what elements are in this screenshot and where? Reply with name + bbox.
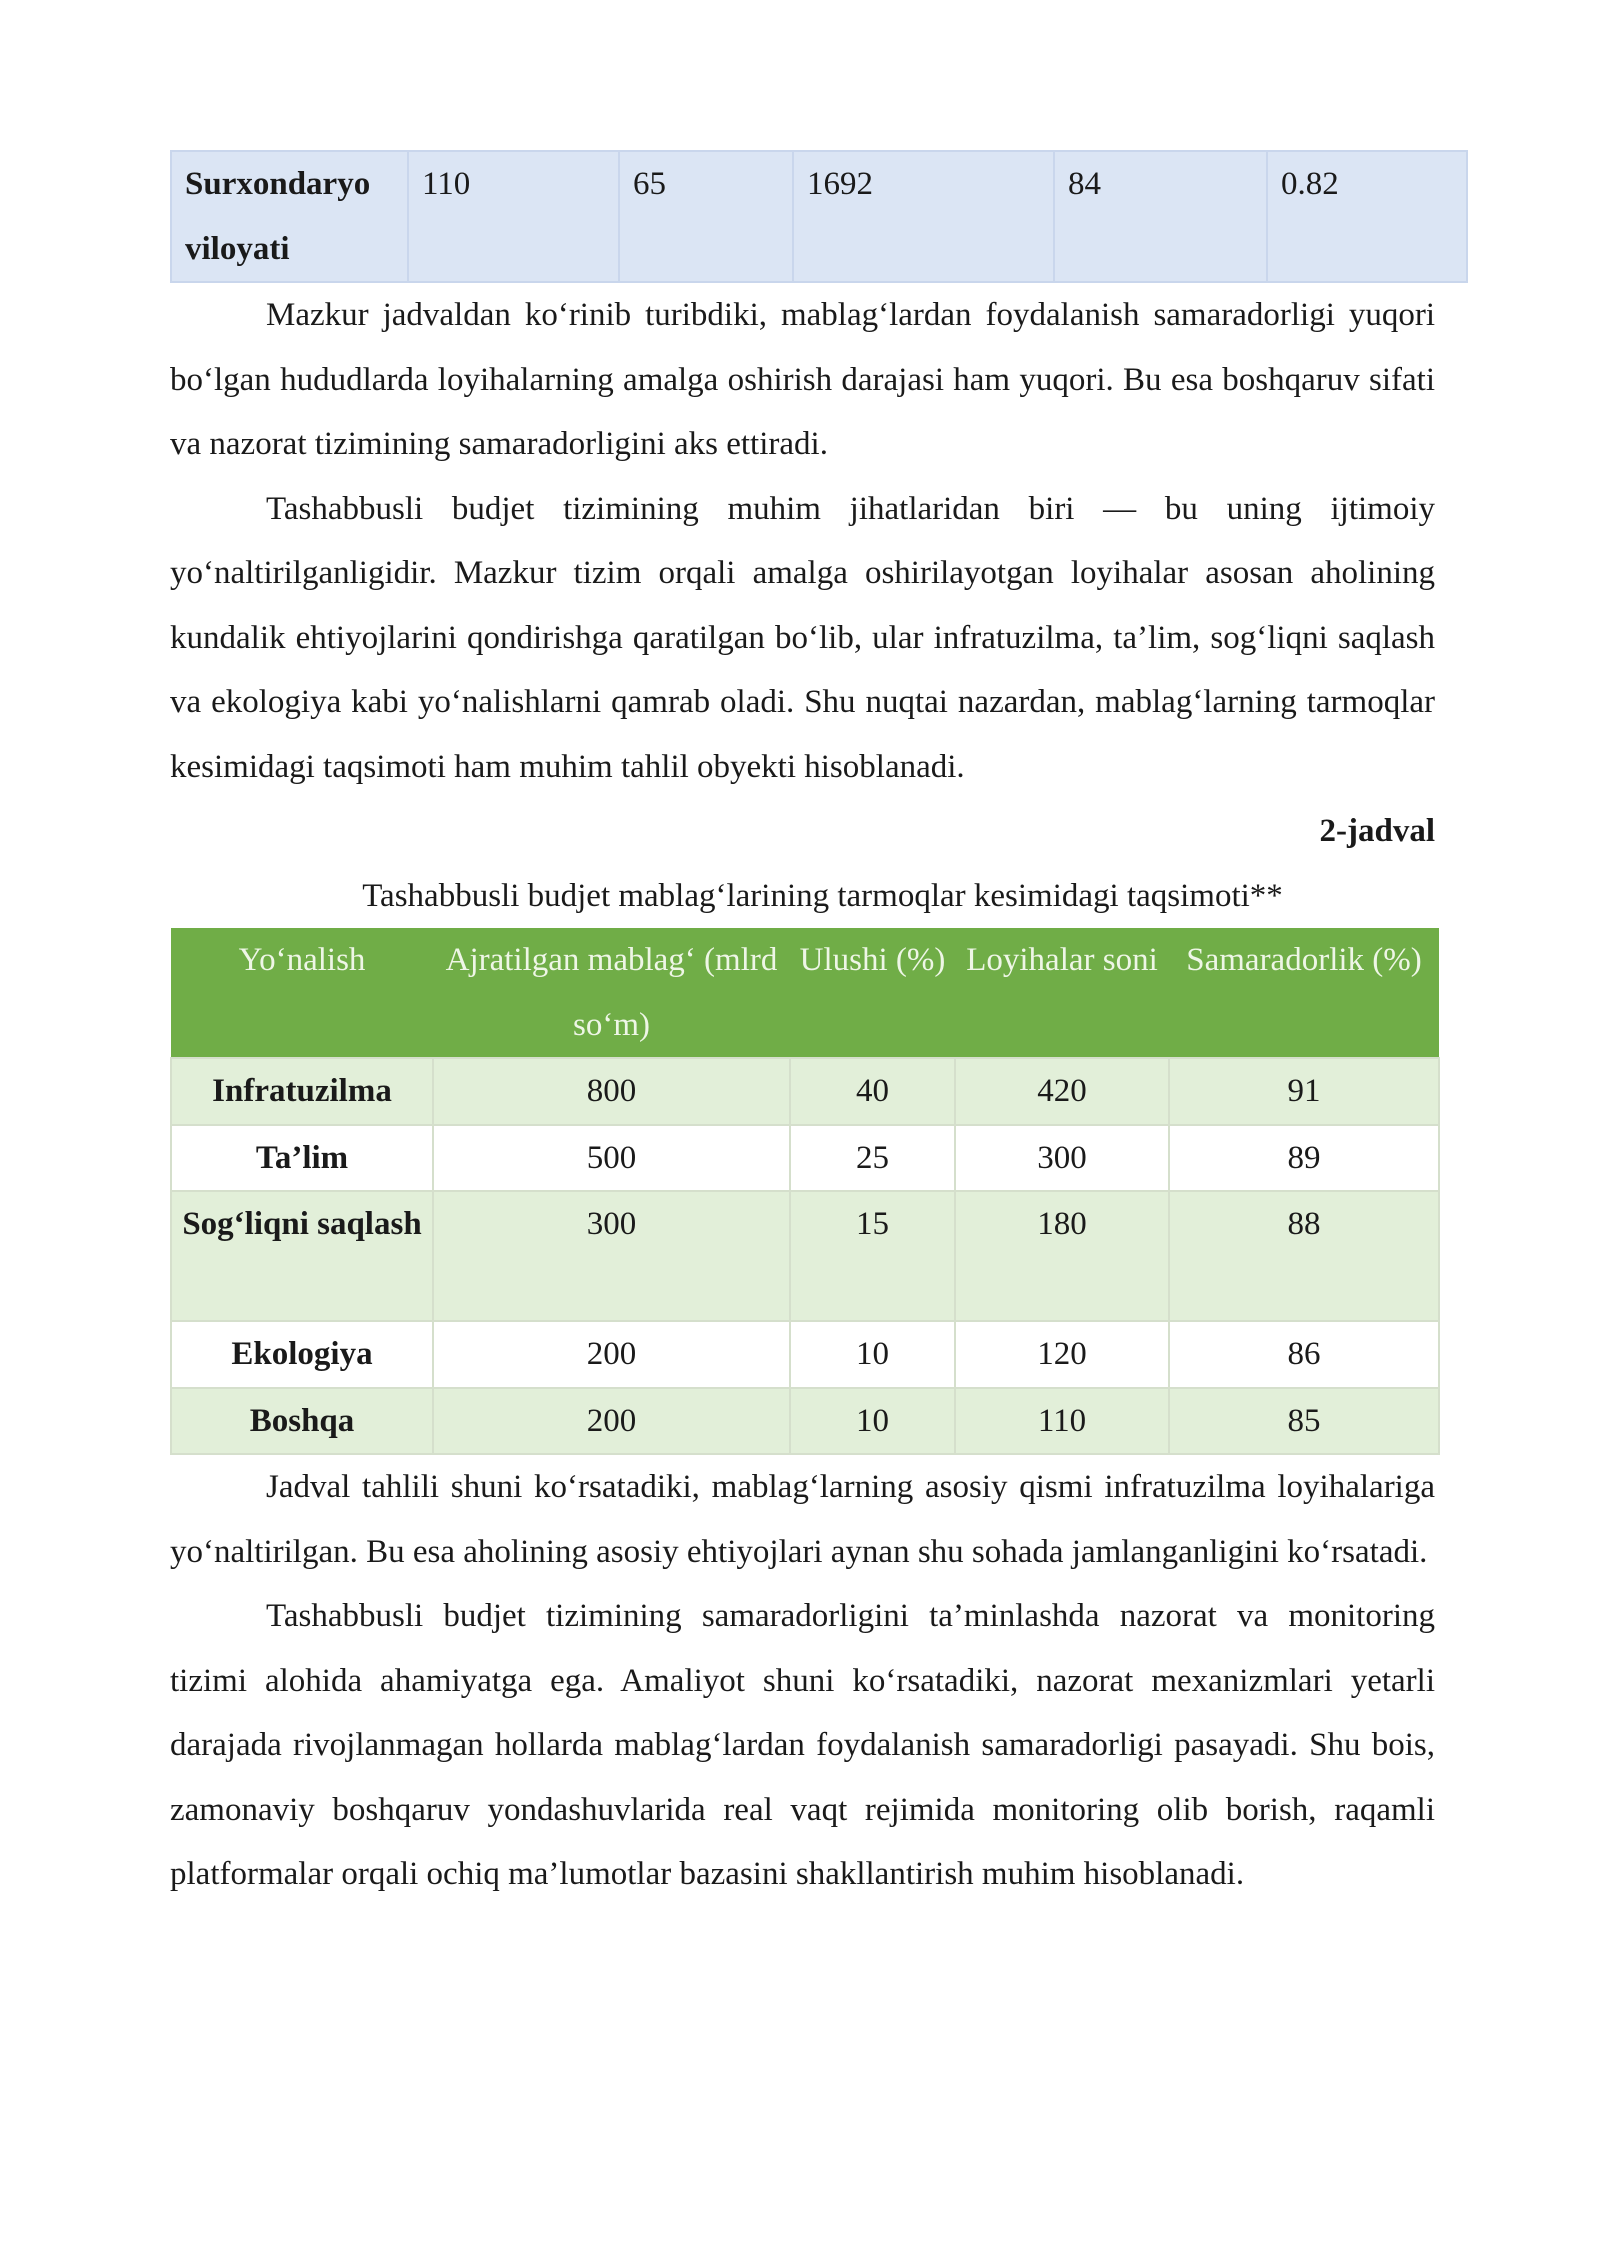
table-cell: 85 [1169, 1388, 1439, 1455]
table-cell: 500 [433, 1125, 790, 1192]
row-label: Ekologiya [171, 1321, 433, 1388]
table-cell: 110 [408, 151, 619, 282]
table-cell: 91 [1169, 1058, 1439, 1125]
table-row [171, 1058, 1439, 1125]
row-label: Ta’lim [171, 1125, 433, 1192]
table-row [171, 151, 1467, 282]
table-header-row [171, 928, 1439, 1058]
table-cell: 86 [1169, 1321, 1439, 1388]
table-cell: 40 [790, 1058, 955, 1125]
row-label: Sog‘liqni saqlash [171, 1191, 433, 1321]
header-direction: Yo‘nalish [171, 928, 433, 1058]
table-cell: 800 [433, 1058, 790, 1125]
table-cell: 300 [433, 1191, 790, 1321]
table-row [171, 1388, 1439, 1455]
row-label: Boshqa [171, 1388, 433, 1455]
table-cell: 420 [955, 1058, 1169, 1125]
table-cell: 65 [619, 151, 793, 282]
table-label: 2-jadval [1319, 813, 1435, 849]
table-cell: 200 [433, 1388, 790, 1455]
table-cell: 10 [790, 1388, 955, 1455]
header-share: Ulushi (%) [790, 928, 955, 1058]
table-cell: 110 [955, 1388, 1169, 1455]
table-cell: 1692 [793, 151, 1054, 282]
row-label: Infratuzilma [171, 1058, 433, 1125]
table-cell: 120 [955, 1321, 1169, 1388]
table-cell: 0.82 [1267, 151, 1467, 282]
paragraph-2: Tashabbusli budjet tizimining muhim jihatlaridan biri — bu uning ijtimoiy yo‘naltirilganligidir. Mazkur tizim orqali amalga oshirilayotgan loyihalar asosan aholining kundalik ehtiyojlarini qondirishga qaratilgan bo‘lib, ular infratuzilma, ta’lim, sog‘liqni saqlash va ekologiya kabi yo‘nalishlarni qamrab oladi. Shu nuqtai nazardan, mablag‘larning tarmoqlar kesimidagi taqsimoti ham muhim tahlil obyekti hisoblanadi. [170, 490, 1435, 785]
table-cell: 88 [1169, 1191, 1439, 1321]
table-cell: 89 [1169, 1125, 1439, 1192]
sector-distribution-table [170, 928, 1440, 1455]
table-cell: 10 [790, 1321, 955, 1388]
table-cell: 300 [955, 1125, 1169, 1192]
region-table-fragment [170, 150, 1468, 283]
table-row [171, 1321, 1439, 1388]
table-title: Tashabbusli budjet mablag‘larining tarmoqlar kesimidagi taqsimoti** [362, 877, 1283, 914]
paragraph-4: Tashabbusli budjet tizimining samaradorligini ta’minlashda nazorat va monitoring tizimi alohida ahamiyatga ega. Amaliyot shuni ko‘rsatadiki, nazorat mexanizmlari yetarli darajada rivojlanmagan hollarda mablag‘lardan foydalanish samaradorligi pasayadi. Shu bois, zamonaviy boshqaruv yondashuvlarida real vaqt rejimida monitoring olib borish, raqamli platformalar orqali ochiq ma’lumotlar bazasini shakllantirish muhim hisoblanadi. [170, 1598, 1435, 1892]
table-cell: 180 [955, 1191, 1169, 1321]
table-cell: 84 [1054, 151, 1267, 282]
paragraph-1: Mazkur jadvaldan ko‘rinib turibdiki, mablag‘lardan foydalanish samaradorligi yuqori bo‘lgan hududlarda loyihalarning amalga oshirish darajasi ham yuqori. Bu esa boshqaruv sifati va nazorat tizimining samaradorligini aks ettiradi. [170, 297, 1435, 462]
table-row [171, 1191, 1439, 1321]
header-efficiency: Samaradorlik (%) [1169, 928, 1439, 1058]
table-cell: 200 [433, 1321, 790, 1388]
table-cell: 25 [790, 1125, 955, 1192]
table-row [171, 1125, 1439, 1192]
document-page [170, 150, 1435, 1907]
header-project-count: Loyihalar soni [955, 928, 1169, 1058]
table-cell: 15 [790, 1191, 955, 1321]
region-name-cell: Surxondaryo viloyati [171, 151, 408, 282]
header-allocated-funds: Ajratilgan mablag‘ (mlrd so‘m) [433, 928, 790, 1058]
paragraph-3: Jadval tahlili shuni ko‘rsatadiki, mablag‘larning asosiy qismi infratuzilma loyihalariga yo‘naltirilgan. Bu esa aholining asosiy ehtiyojlari aynan shu sohada jamlanganligini ko‘rsatadi. [170, 1469, 1435, 1570]
